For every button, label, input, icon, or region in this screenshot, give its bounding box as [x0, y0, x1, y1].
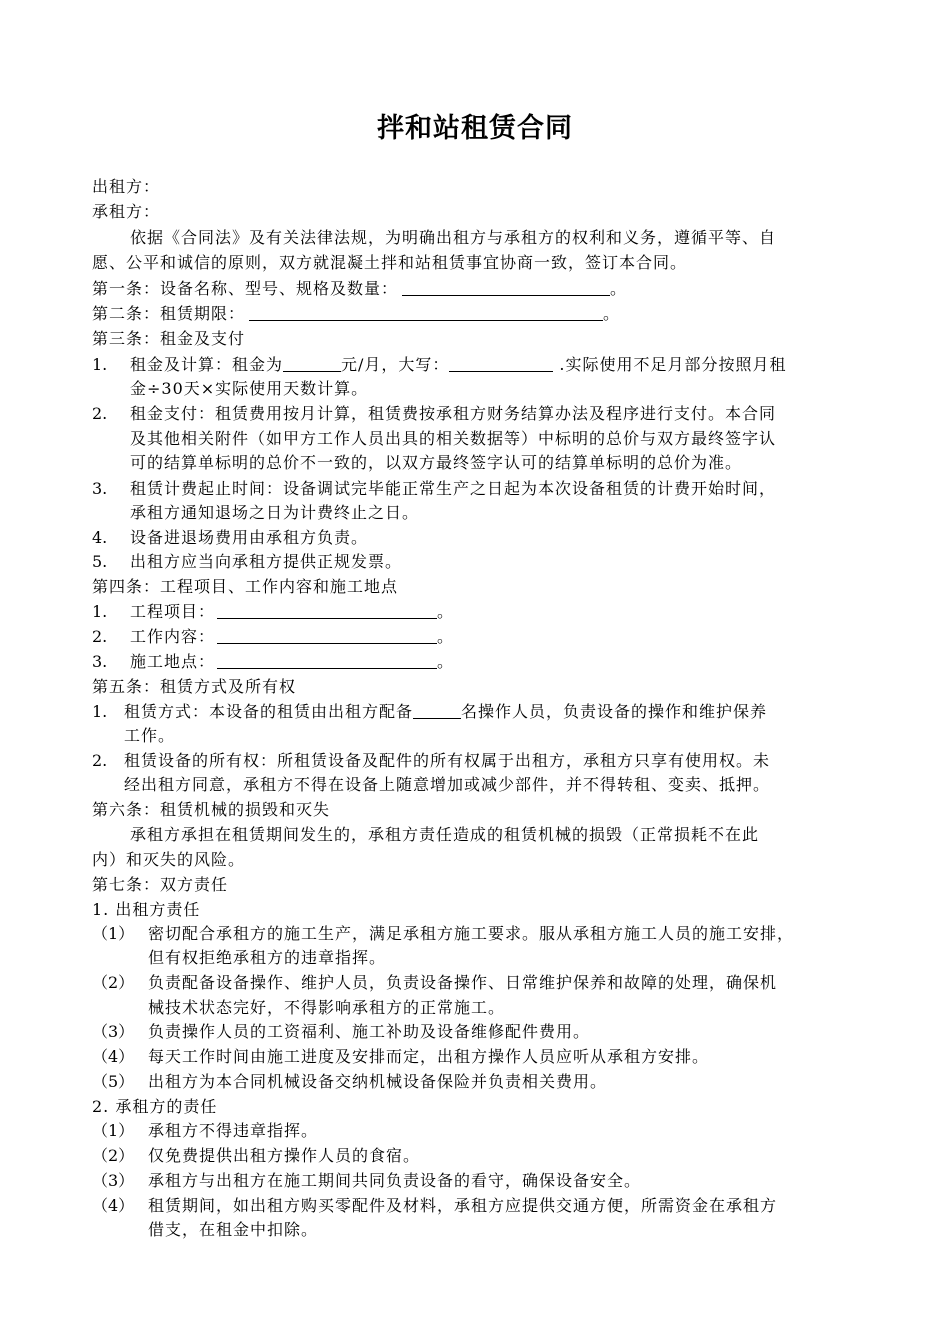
list-number: 1. [92, 602, 108, 621]
list-number: 1. [92, 702, 108, 721]
payment-line-1: 租金支付：租赁费用按月计算，租赁费按承租方财务结算办法及程序进行支付。本合同 [130, 404, 777, 423]
billing-period-line-2: 承租方通知退场之日为计费终止之日。 [130, 503, 420, 522]
lease-term-blank[interactable] [249, 304, 603, 321]
list-number: 3. [92, 479, 108, 498]
lessor-duty-5: 出租方为本合同机械设备交纳机械设备保险并负责相关费用。 [148, 1072, 608, 1091]
lessor-duty-1-line-2: 但有权拒绝承租方的违章指挥。 [148, 948, 387, 967]
list-number: 2. [92, 404, 108, 423]
lessor-duty-3: 负责操作人员的工资福利、施工补助及设备维修配件费用。 [148, 1022, 591, 1041]
lessee-duty-3: 承租方与出租方在施工期间共同负责设备的看守，确保设备安全。 [148, 1171, 642, 1190]
ownership-line-2: 经出租方同意，承租方不得在设备上随意增加或减少部件，并不得转租、变卖、抵押。 [124, 775, 771, 794]
equipment-blank[interactable] [402, 279, 610, 296]
article-3-heading: 第三条：租金及支付 [92, 329, 246, 348]
site-line: 施工地点： 。 [130, 652, 455, 671]
payment-line-3: 可的结算单标明的总价不一致的，以双方最终签字认可的结算单标明的总价为准。 [130, 453, 743, 472]
project-line: 工程项目： 。 [130, 602, 455, 621]
lessee-duty-4-line-2: 借支，在租金中扣除。 [148, 1220, 319, 1239]
site-blank[interactable] [217, 652, 437, 669]
list-number: （1） [92, 924, 135, 943]
lessor-label: 出租方： [92, 177, 161, 196]
preamble-line-2: 愿、公平和诚信的原则，双方就混凝土拌和站租赁事宜协商一致，签订本合同。 [92, 253, 688, 272]
list-number: （5） [92, 1072, 135, 1091]
lessor-duty-1-line-1: 密切配合承租方的施工生产，满足承租方施工要求。服从承租方施工人员的施工安排， [148, 924, 795, 943]
lessee-duty-1: 承租方不得违章指挥。 [148, 1121, 319, 1140]
article-1: 第一条：设备名称、型号、规格及数量： 。 [92, 279, 628, 298]
work-content-blank[interactable] [217, 627, 437, 644]
work-content-line: 工作内容： 。 [130, 627, 455, 646]
article-5-heading: 第五条：租赁方式及所有权 [92, 677, 297, 696]
list-number: （1） [92, 1121, 135, 1140]
ownership-line-1: 租赁设备的所有权：所租赁设备及配件的所有权属于出租方，承租方只享有使用权。未 [124, 751, 771, 770]
lessee-label: 承租方： [92, 202, 161, 221]
list-number: 4. [92, 528, 108, 547]
lessee-duty-2: 仅免费提供出租方操作人员的食宿。 [148, 1146, 421, 1165]
list-number: 2. [92, 627, 108, 646]
lease-mode-line-1: 租赁方式：本设备的租赁由出租方配备 名操作人员，负责设备的操作和维护保养 [124, 702, 768, 721]
list-number: （2） [92, 973, 135, 992]
article-1-text: 第一条：设备名称、型号、规格及数量： [92, 279, 399, 298]
damage-line-2: 内）和灭失的风险。 [92, 850, 246, 869]
list-number: 5. [92, 552, 108, 571]
billing-period-line-1: 租赁计费起止时间：设备调试完毕能正常生产之日起为本次设备租赁的计费开始时间， [130, 479, 777, 498]
lessor-duty-4: 每天工作时间由施工进度及安排而定，出租方操作人员应听从承租方安排。 [148, 1047, 710, 1066]
list-number: （3） [92, 1022, 135, 1041]
preamble-line-1: 依据《合同法》及有关法律法规，为明确出租方与承租方的权利和义务，遵循平等、自 [130, 228, 777, 247]
rent-calc-line-2: 金÷30天×实际使用天数计算。 [130, 379, 369, 398]
article-6-heading: 第六条：租赁机械的损毁和灭失 [92, 800, 331, 819]
lessor-duties-heading: 1. 出租方责任 [92, 900, 201, 919]
payment-line-2: 及其他相关附件（如甲方工作人员出具的相关数据等）中标明的总价与双方最终签字认 [130, 429, 777, 448]
rent-amount-blank[interactable] [283, 355, 341, 372]
rent-calc-line-1: 租金及计算：租金为 元/月，大写： .实际使用不足月部分按照月租 [130, 355, 787, 374]
damage-line-1: 承租方承担在租赁期间发生的，承租方责任造成的租赁机械的损毁（正常损耗不在此 [130, 825, 760, 844]
document-title: 拌和站租赁合同 [377, 113, 573, 144]
lease-mode-line-2: 工作。 [124, 726, 176, 745]
article-7-heading: 第七条：双方责任 [92, 875, 229, 894]
list-number: （2） [92, 1146, 135, 1165]
list-number: 3. [92, 652, 108, 671]
list-number: （4） [92, 1047, 135, 1066]
project-blank[interactable] [217, 602, 437, 619]
list-number: 1. [92, 355, 108, 374]
article-2-text: 第二条：租赁期限： [92, 304, 246, 323]
lessor-duty-2-line-1: 负责配备设备操作、维护人员，负责设备操作、日常维护保养和故障的处理，确保机 [148, 973, 778, 992]
invoice-clause: 出租方应当向承租方提供正规发票。 [130, 552, 403, 571]
lessee-duty-4-line-1: 租赁期间，如出租方购买零配件及材料，承租方应提供交通方便，所需资金在承租方 [148, 1196, 778, 1215]
list-number: 2. [92, 751, 108, 770]
entry-exit-fee: 设备进退场费用由承租方负责。 [130, 528, 369, 547]
rent-capital-blank[interactable] [449, 355, 553, 372]
article-4-heading: 第四条：工程项目、工作内容和施工地点 [92, 577, 399, 596]
operator-count-blank[interactable] [413, 702, 461, 719]
lessee-duties-heading: 2. 承租方的责任 [92, 1097, 218, 1116]
list-number: （3） [92, 1171, 135, 1190]
list-number: （4） [92, 1196, 135, 1215]
lessor-duty-2-line-2: 械技术状态完好，不得影响承租方的正常施工。 [148, 998, 506, 1017]
article-2: 第二条：租赁期限： 。 [92, 304, 621, 323]
